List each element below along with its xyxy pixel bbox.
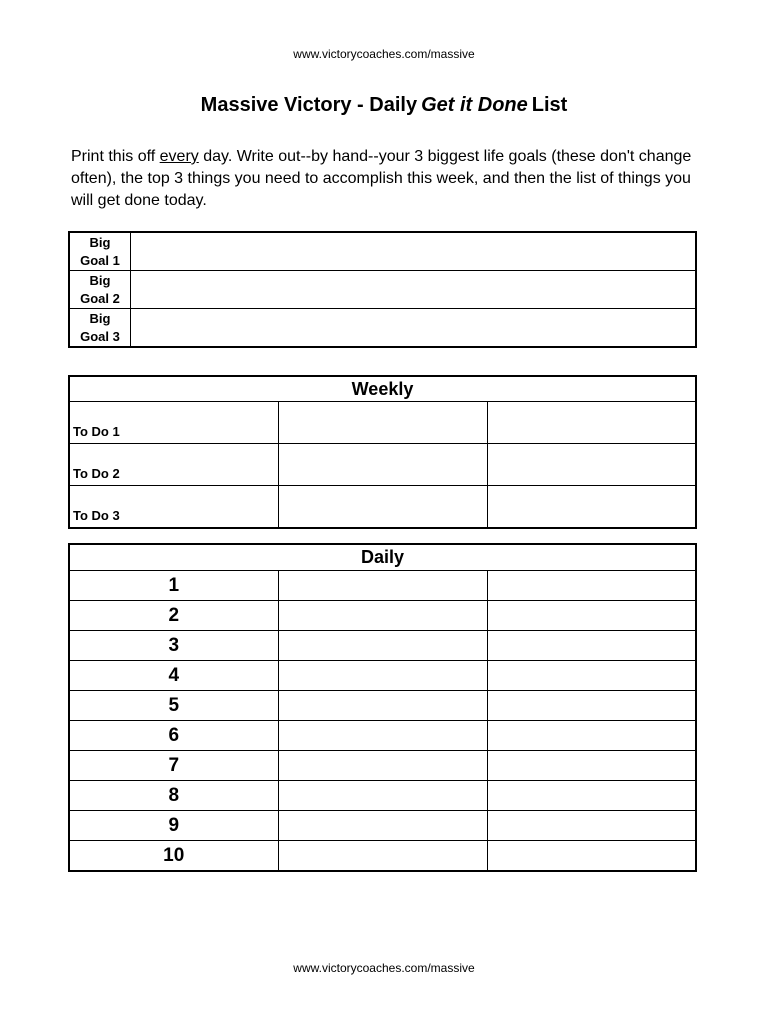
daily-check-cell[interactable]: [278, 721, 487, 751]
daily-entry-cell[interactable]: [487, 781, 696, 811]
daily-check-cell[interactable]: [278, 811, 487, 841]
intro-text-after: day. Write out--by hand--your 3 biggest life goals (these don't change often), the top 3 things you need to accomplish this week, and then the list of things you will get done today.: [71, 148, 692, 209]
daily-check-cell[interactable]: [278, 631, 487, 661]
table-row: [69, 601, 696, 631]
big-goals-table: [68, 231, 697, 348]
table-row: [69, 571, 696, 601]
page-title: [0, 94, 768, 117]
weekly-todo-label: To Do 2: [69, 444, 278, 486]
table-row: [69, 691, 696, 721]
daily-entry-cell[interactable]: [487, 751, 696, 781]
daily-item-number: 9: [69, 811, 278, 841]
table-header-row: [69, 544, 696, 571]
table-row: [69, 751, 696, 781]
title-part-3: List: [531, 94, 568, 116]
goal-entry-cell[interactable]: [131, 232, 697, 271]
table-row: [69, 402, 696, 444]
weekly-heading: Weekly: [69, 376, 696, 402]
daily-item-number: 4: [69, 661, 278, 691]
weekly-check-cell[interactable]: [278, 444, 487, 486]
goal-label-line2: Goal 2: [80, 290, 120, 306]
table-header-row: [69, 376, 696, 402]
daily-entry-cell[interactable]: [487, 661, 696, 691]
daily-entry-cell[interactable]: [487, 571, 696, 601]
daily-check-cell[interactable]: [278, 661, 487, 691]
goal-label: [69, 232, 131, 271]
daily-item-number: 1: [69, 571, 278, 601]
weekly-todo-label: To Do 1: [69, 402, 278, 444]
goal-label-line1: Big: [89, 272, 111, 288]
daily-entry-cell[interactable]: [487, 721, 696, 751]
table-row: [69, 232, 696, 271]
daily-entry-cell[interactable]: [487, 631, 696, 661]
daily-table: [68, 543, 697, 872]
goal-label-line1: Big: [89, 310, 111, 326]
goal-label-line2: Goal 1: [80, 252, 120, 268]
header-url: www.victorycoaches.com/massive: [293, 47, 475, 61]
table-row: [69, 444, 696, 486]
daily-check-cell[interactable]: [278, 571, 487, 601]
daily-entry-cell[interactable]: [487, 841, 696, 872]
daily-check-cell[interactable]: [278, 691, 487, 721]
daily-item-number: 5: [69, 691, 278, 721]
daily-item-number: 8: [69, 781, 278, 811]
daily-item-number: 3: [69, 631, 278, 661]
table-row: [69, 841, 696, 872]
weekly-entry-cell[interactable]: [487, 444, 696, 486]
daily-item-number: 7: [69, 751, 278, 781]
weekly-entry-cell[interactable]: [487, 402, 696, 444]
daily-check-cell[interactable]: [278, 781, 487, 811]
footer-url: www.victorycoaches.com/massive: [293, 961, 475, 975]
intro-text-before: Print this off: [71, 148, 160, 165]
goal-label: [69, 271, 131, 309]
intro-underlined-word: every: [159, 148, 199, 165]
goal-entry-cell[interactable]: [131, 309, 697, 348]
daily-check-cell[interactable]: [278, 841, 487, 872]
weekly-table: [68, 375, 697, 529]
daily-item-number: 2: [69, 601, 278, 631]
daily-item-number: 6: [69, 721, 278, 751]
table-row: [69, 811, 696, 841]
table-row: [69, 781, 696, 811]
daily-heading: Daily: [69, 544, 696, 571]
title-part-1: Massive Victory - Daily: [200, 94, 418, 116]
table-row: [69, 631, 696, 661]
intro-paragraph: [71, 146, 711, 212]
daily-entry-cell[interactable]: [487, 691, 696, 721]
daily-check-cell[interactable]: [278, 601, 487, 631]
weekly-check-cell[interactable]: [278, 402, 487, 444]
title-part-2: Get it Done: [421, 94, 528, 116]
weekly-entry-cell[interactable]: [487, 486, 696, 529]
goal-label-line2: Goal 3: [80, 328, 120, 344]
table-row: [69, 309, 696, 348]
table-row: [69, 721, 696, 751]
table-row: [69, 661, 696, 691]
daily-entry-cell[interactable]: [487, 811, 696, 841]
daily-entry-cell[interactable]: [487, 601, 696, 631]
goal-entry-cell[interactable]: [131, 271, 697, 309]
goal-label: [69, 309, 131, 348]
goal-label-line1: Big: [89, 234, 111, 250]
daily-check-cell[interactable]: [278, 751, 487, 781]
daily-item-number: 10: [69, 841, 278, 872]
weekly-todo-label: To Do 3: [69, 486, 278, 529]
table-row: [69, 486, 696, 529]
weekly-check-cell[interactable]: [278, 486, 487, 529]
table-row: [69, 271, 696, 309]
